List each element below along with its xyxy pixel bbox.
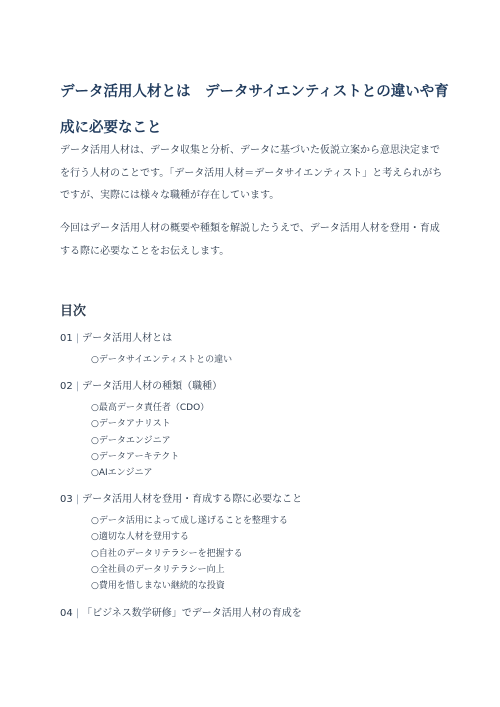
toc-subitem[interactable]: ○データアナリスト (91, 419, 171, 430)
toc-section-number: 02 (60, 381, 73, 393)
toc-subitem[interactable]: ○データアーキテクト (91, 451, 180, 462)
toc-section-04 (60, 605, 450, 623)
intro-paragraph-1: データ活用人材は、データ収集と分析、データに基づいた仮説立案から意思決定までを行う人材のことです。「データ活用人材＝データサイエンティスト」と考えられがちですが、実際には様々な職種が存在しています。 (60, 145, 443, 201)
toc-subitems (60, 400, 450, 481)
toc-separator: | (75, 381, 80, 393)
toc-section-01 (60, 330, 450, 368)
toc-section-title: データ活用人材を登用・育成する際に必要なこと (82, 494, 303, 506)
toc-section-link[interactable] (60, 491, 450, 509)
toc-section-title: データ活用人材の種類（職種） (82, 381, 223, 393)
toc-subitem[interactable]: ○自社のデータリテラシーを把握する (91, 548, 243, 559)
toc-section-title: データ活用人材とは (82, 333, 173, 344)
toc-section-number: 03 (60, 494, 73, 506)
toc-separator: | (75, 494, 80, 506)
toc-heading: 目次 (60, 304, 87, 319)
toc-subitems (60, 513, 450, 594)
toc-section-link[interactable] (60, 605, 450, 623)
toc-subitem[interactable]: ○最高データ責任者（CDO） (91, 403, 210, 414)
toc-separator: | (75, 333, 80, 344)
toc-section-02 (60, 378, 450, 481)
page-title: データ活用人材とは データサイエンティストとの違いや育成に必要なこと (60, 84, 449, 136)
toc-section-03 (60, 491, 450, 594)
toc-section-link[interactable] (60, 330, 450, 348)
toc-section-number: 01 (60, 333, 73, 344)
toc-subitem[interactable]: ○費用を惜しまない継続的な投資 (91, 581, 225, 592)
toc-subitem[interactable]: ○AIエンジニア (91, 468, 153, 479)
table-of-contents (60, 330, 450, 623)
toc-separator: | (75, 608, 80, 620)
toc-section-title: 「ビジネス数学研修」でデータ活用人材の育成を (82, 608, 302, 620)
toc-subitems (60, 352, 450, 368)
toc-section-number: 04 (60, 608, 73, 620)
toc-subitem[interactable]: ○データサイエンティストとの違い (91, 355, 233, 365)
toc-subitem[interactable]: ○データエンジニア (91, 435, 171, 446)
toc-subitem[interactable]: ○全社員のデータリテラシー向上 (91, 564, 225, 575)
toc-subitem[interactable]: ○適切な人材を登用する (91, 532, 189, 543)
intro-paragraph-2: 今回はデータ活用人材の概要や種類を解説したうえで、データ活用人材を登用・育成する際に必要なことをお伝えします。 (60, 223, 440, 257)
toc-section-link[interactable] (60, 378, 450, 396)
toc-subitem[interactable]: ○データ活用によって成し遂げることを整理する (91, 516, 288, 527)
